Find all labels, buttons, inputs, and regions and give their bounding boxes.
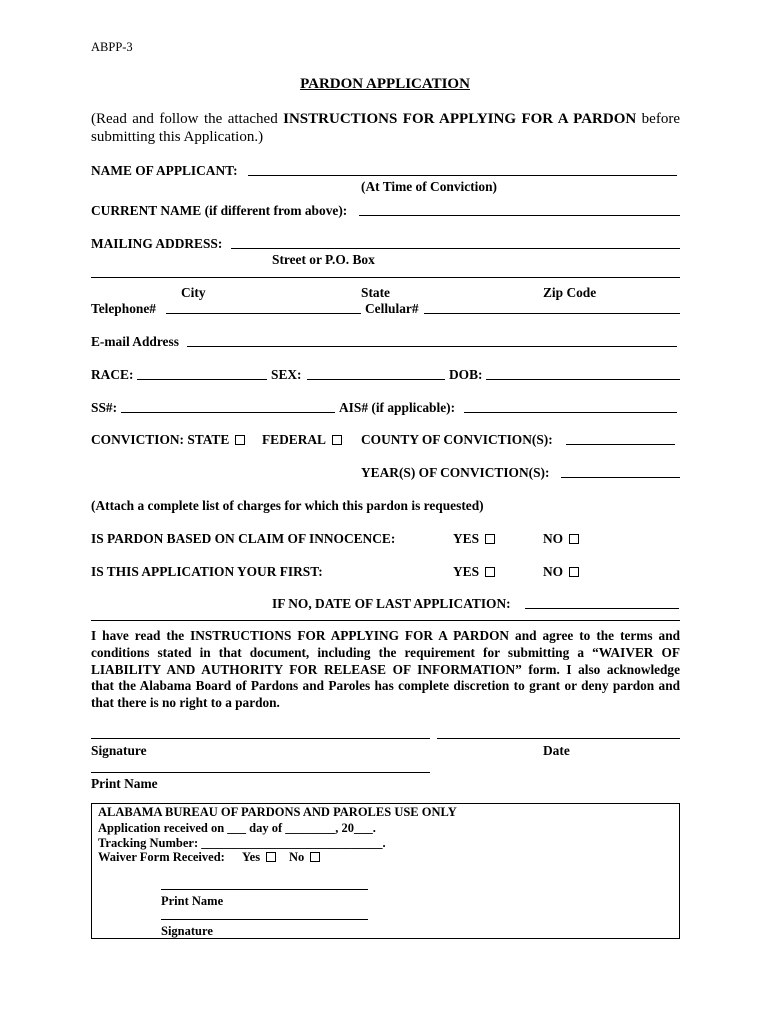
acknowledgment-line: I have read the INSTRUCTIONS FOR APPLYING FOR A PARDON and agree to the terms and: [91, 628, 680, 643]
intro-line-1: [91, 110, 680, 128]
federal-option: [262, 432, 342, 448]
last-application-date-label: IF NO, DATE OF LAST APPLICATION:: [272, 596, 511, 611]
innocence-no-option: [543, 531, 579, 547]
first-application-question: IS THIS APPLICATION YOUR FIRST:: [91, 564, 323, 579]
tracking-number-line: Tracking Number: _____________________________.: [98, 836, 386, 850]
intro-suffix: before: [636, 111, 680, 127]
intro-line-2: submitting this Application.): [91, 129, 264, 145]
state-option-label: STATE: [187, 432, 230, 447]
no-label: No: [289, 850, 305, 864]
section-divider: [91, 608, 680, 621]
email-field[interactable]: [187, 334, 677, 347]
sex-field[interactable]: [307, 367, 445, 380]
first-application-yes-checkbox[interactable]: [485, 567, 495, 577]
office-print-name-field[interactable]: [161, 877, 368, 890]
ss-field[interactable]: [121, 400, 335, 413]
acknowledgment-line: that there is no right to a pardon.: [91, 695, 280, 710]
ss-label: SS#:: [91, 400, 118, 415]
cellular-field[interactable]: [424, 301, 680, 314]
office-signature-field[interactable]: [161, 907, 368, 920]
innocence-no-checkbox[interactable]: [569, 534, 579, 544]
office-use-heading: ALABAMA BUREAU OF PARDONS AND PAROLES USE ONLY: [98, 805, 457, 819]
waiver-no-option: [289, 850, 320, 864]
office-signature-label: Signature: [161, 924, 213, 938]
innocence-yes-option: [453, 531, 495, 547]
yes-label: YES: [453, 564, 480, 579]
ais-field[interactable]: [464, 400, 677, 413]
street-note: Street or P.O. Box: [272, 252, 375, 267]
print-name-label: Print Name: [91, 776, 158, 791]
page-title: PARDON APPLICATION: [300, 76, 470, 92]
federal-checkbox[interactable]: [332, 435, 342, 445]
no-label: NO: [543, 531, 564, 546]
cellular-label: Cellular#: [365, 301, 419, 316]
first-application-no-checkbox[interactable]: [569, 567, 579, 577]
sex-label: SEX:: [271, 367, 302, 382]
dob-field[interactable]: [486, 367, 680, 380]
charges-note: (Attach a complete list of charges for which this pardon is requested): [91, 498, 484, 513]
current-name-label: CURRENT NAME (if different from above):: [91, 203, 348, 218]
yes-label: YES: [453, 531, 480, 546]
acknowledgment-line: that the Alabama Board of Pardons and Paroles has complete discretion to grant or deny pardon and: [91, 678, 680, 694]
print-name-field[interactable]: [91, 760, 430, 773]
at-time-of-conviction-note: (At Time of Conviction): [361, 179, 498, 194]
date-label: Date: [543, 743, 570, 758]
years-of-conviction-label: YEAR(S) OF CONVICTION(S):: [361, 465, 550, 480]
application-received-line: Application received on ___ day of ________, 20___.: [98, 821, 376, 835]
waiver-form-received-label: Waiver Form Received:: [98, 850, 225, 864]
mailing-address-field[interactable]: [231, 236, 680, 249]
no-label: NO: [543, 564, 564, 579]
innocence-yes-checkbox[interactable]: [485, 534, 495, 544]
signature-field[interactable]: [91, 726, 430, 739]
date-field[interactable]: [437, 726, 680, 739]
acknowledgment-line: conditions stated in that document, including the requirement for submitting a “WAIVER OF: [91, 644, 680, 660]
name-of-applicant-field[interactable]: [248, 163, 677, 176]
race-field[interactable]: [137, 367, 267, 380]
ais-label: AIS# (if applicable):: [339, 400, 456, 415]
waiver-no-checkbox[interactable]: [310, 852, 320, 862]
first-application-no-option: [543, 564, 579, 580]
telephone-field[interactable]: [166, 301, 361, 314]
intro-instructions-emphasis: INSTRUCTIONS FOR APPLYING FOR A PARDON: [283, 111, 637, 127]
name-of-applicant-label: NAME OF APPLICANT:: [91, 163, 238, 178]
telephone-label: Telephone#: [91, 301, 156, 316]
form-code: ABPP-3: [91, 40, 133, 54]
intro-prefix: (Read and follow the attached: [91, 111, 284, 127]
waiver-yes-option: [242, 850, 276, 864]
mailing-address-label: MAILING ADDRESS:: [91, 236, 223, 251]
acknowledgment-line: LIABILITY AND AUTHORITY FOR RELEASE OF INFORMATION” form. I also acknowledge: [91, 661, 680, 677]
county-of-conviction-field[interactable]: [566, 432, 675, 445]
city-note: City: [181, 285, 206, 300]
signature-label: Signature: [91, 743, 147, 758]
waiver-yes-checkbox[interactable]: [266, 852, 276, 862]
conviction-label: CONVICTION:: [91, 432, 184, 447]
innocence-question: IS PARDON BASED ON CLAIM OF INNOCENCE:: [91, 531, 396, 546]
state-checkbox[interactable]: [235, 435, 245, 445]
dob-label: DOB:: [449, 367, 483, 382]
state-note: State: [361, 285, 391, 300]
yes-label: Yes: [242, 850, 261, 864]
federal-option-label: FEDERAL: [262, 432, 326, 447]
city-state-zip-field[interactable]: [91, 265, 680, 278]
email-label: E-mail Address: [91, 334, 179, 349]
first-application-yes-option: [453, 564, 495, 580]
current-name-field[interactable]: [359, 203, 680, 216]
intro-text: [91, 110, 680, 146]
conviction-type-group: [91, 432, 245, 448]
zip-code-note: Zip Code: [543, 285, 597, 300]
race-label: RACE:: [91, 367, 134, 382]
county-of-conviction-label: COUNTY OF CONVICTION(S):: [361, 432, 553, 447]
office-print-name-label: Print Name: [161, 894, 224, 908]
years-of-conviction-field[interactable]: [561, 465, 680, 478]
acknowledgment-paragraph: [91, 628, 680, 712]
